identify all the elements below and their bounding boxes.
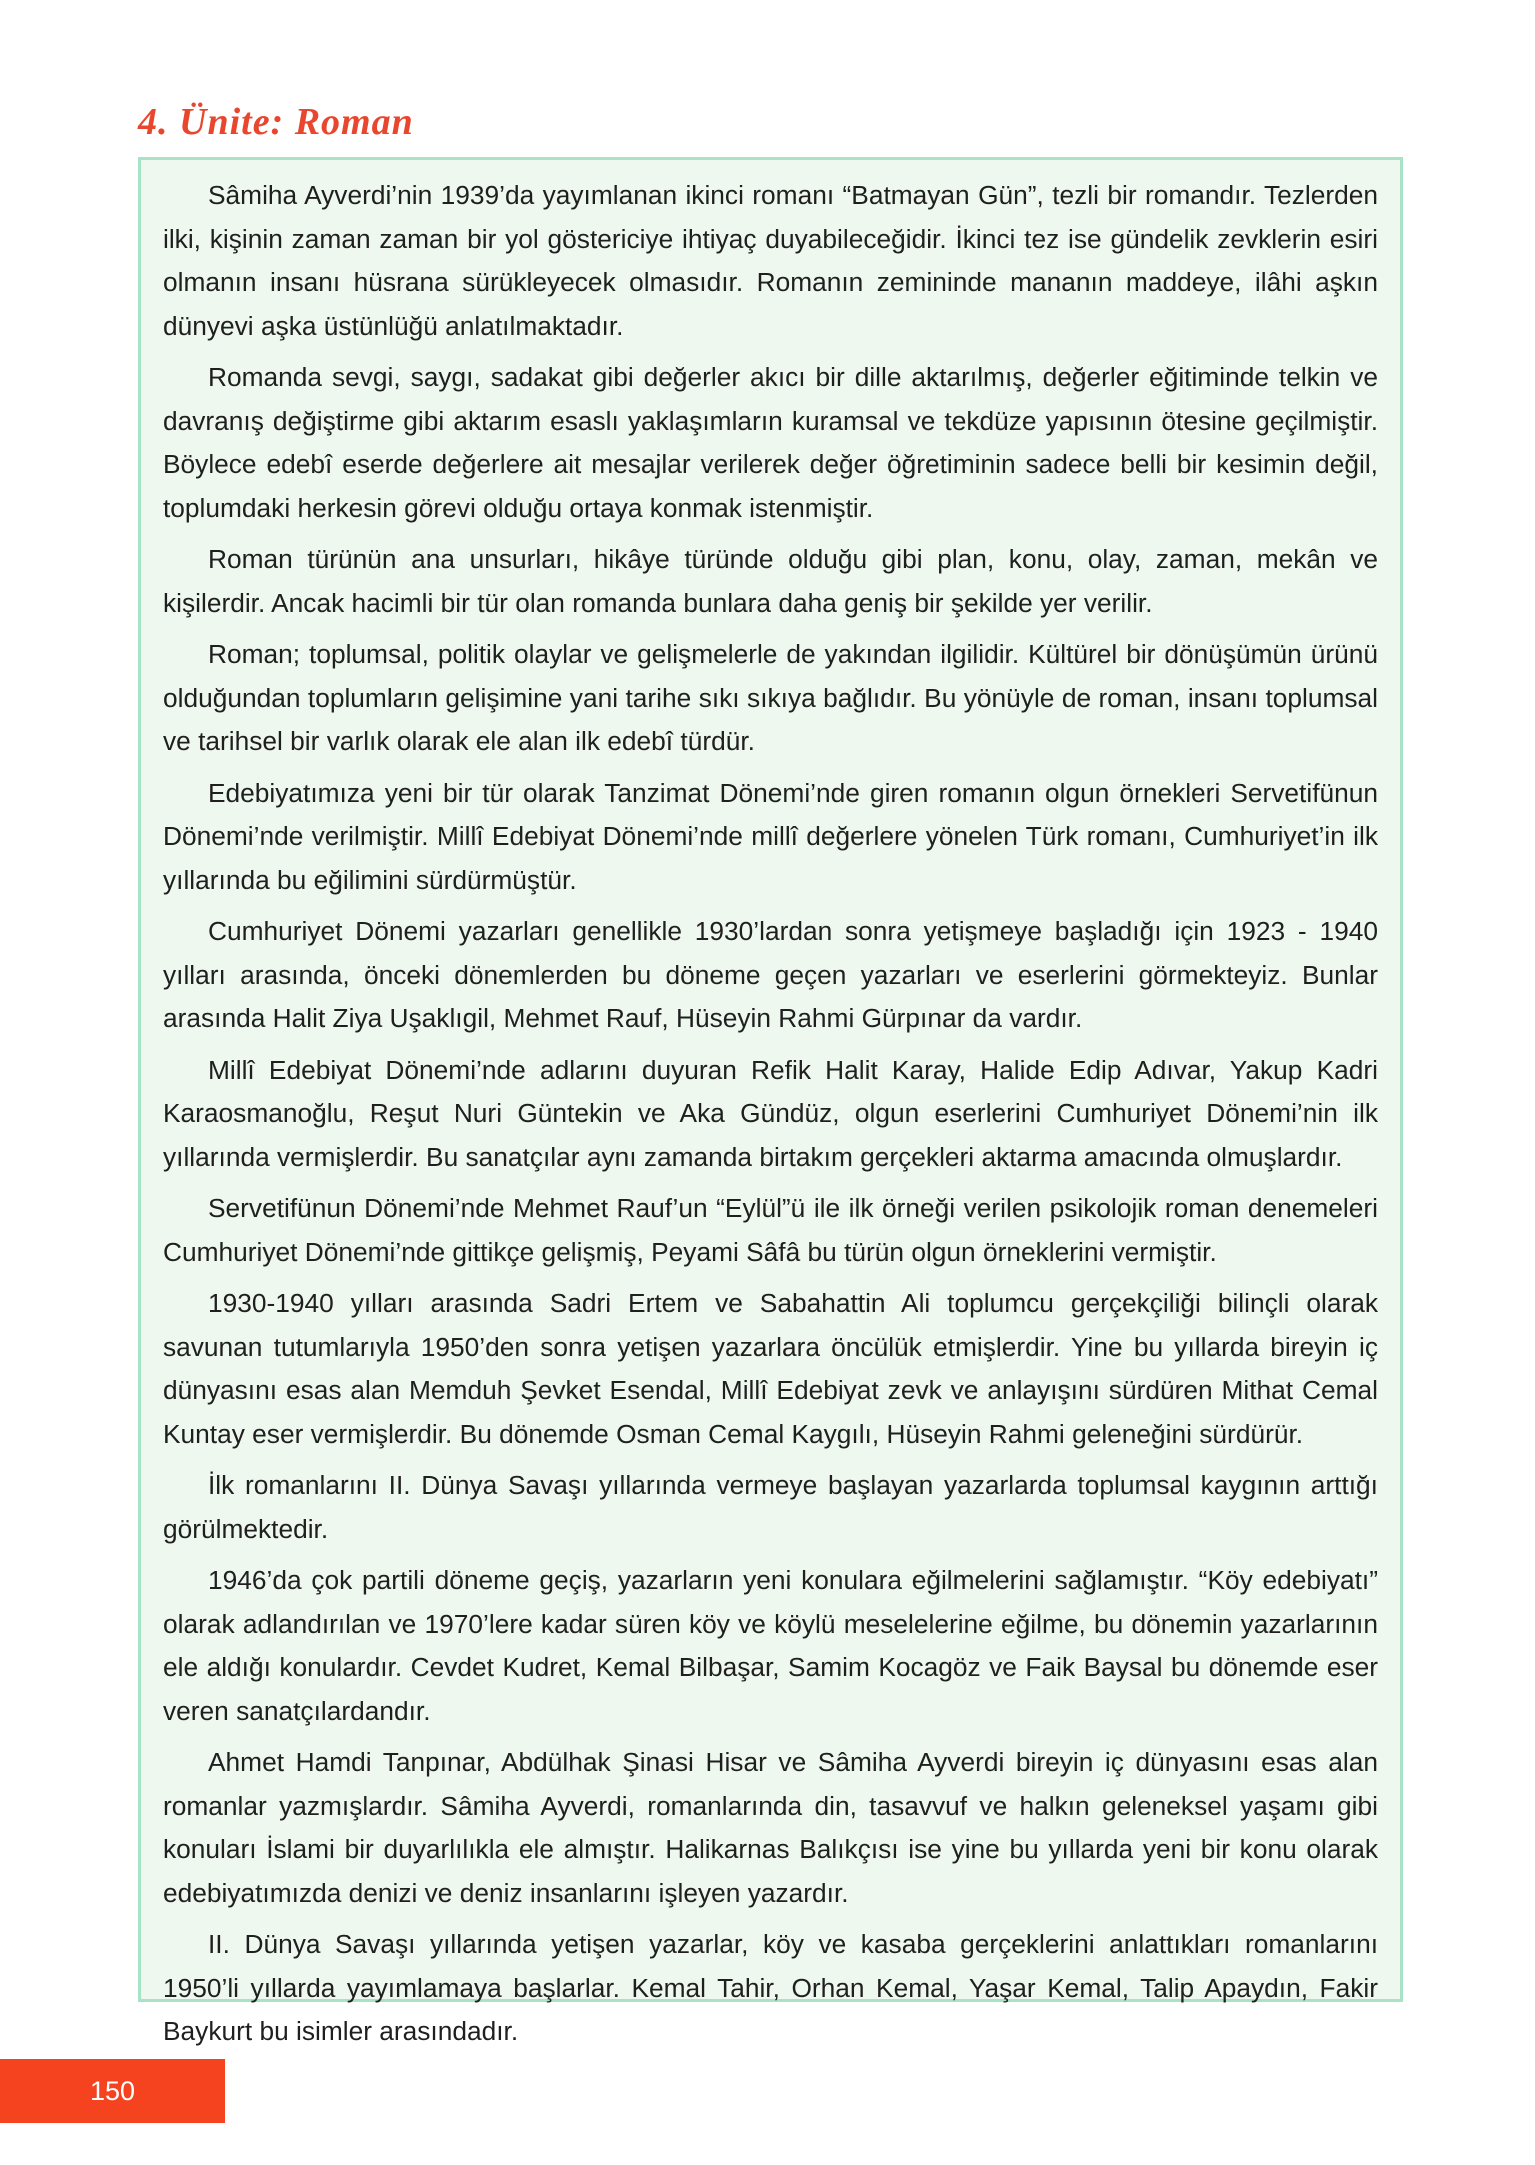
paragraph: Millî Edebiyat Dönemi’nde adlarını duyuran Refik Halit Karay, Halide Edip Adıvar, Yakup Kadri Karaosmanoğlu, Reşut Nuri Güntekin ve Aka Gündüz, olgun eserlerini Cumhuriyet Dönemi’nin ilk yıllarında vermişlerdir. Bu sanatçılar aynı zamanda birtakım gerçekleri aktarma amacında olmuşlardır. bbox=[163, 1054, 1378, 1172]
paragraph: II. Dünya Savaşı yıllarında yetişen yazarlar, köy ve kasaba gerçeklerini anlattıkları romanlarını 1950’li yıllarda yayımlamaya başlarlar. Kemal Tahir, Orhan Kemal, Yaşar Kemal, Talip Apaydın, Fakir Baykurt bu isimler arasındadır. bbox=[163, 1929, 1378, 2046]
paragraph: Romanda sevgi, saygı, sadakat gibi değerler akıcı bir dille aktarılmış, değerler eğitiminde telkin ve davranış değiştirme gibi aktarım esaslı yaklaşımların kuramsal ve tekdüze yapısının ötesine geçilmiştir. Böylece edebî eserde değerlere ait mesajlar verilerek değer öğretiminin sadece belli bir kesimin değil, toplumdaki herkesin görevi olduğu ortaya konmak istenmiştir. bbox=[163, 362, 1378, 523]
paragraph: Ahmet Hamdi Tanpınar, Abdülhak Şinasi Hisar ve Sâmiha Ayverdi bireyin iç dünyasını esas alan romanlar yazmışlardır. Sâmiha Ayverdi, romanlarında din, tasavvuf ve halkın geleneksel yaşamı gibi konuları İslami bir duyarlılıkla ele almıştır. Halikarnas Balıkçısı ise yine bu yıllarda yeni bir konu olarak edebiyatımızda denizi ve deniz insanlarını işleyen yazardır. bbox=[163, 1747, 1378, 1908]
paragraph: Edebiyatımıza yeni bir tür olarak Tanzimat Dönemi’nde giren romanın olgun örnekleri Servetifünun Dönemi’nde verilmiştir. Millî Edebiyat Dönemi’nde millî değerlere yönelen Türk romanı, Cumhuriyet’in ilk yıllarında bu eğilimini sürdürmüştür. bbox=[163, 777, 1378, 895]
paragraph: Servetifünun Dönemi’nde Mehmet Rauf’un “Eylül”ü ile ilk örneği verilen psikolojik roman denemeleri Cumhuriyet Dönemi’nde gittikçe gelişmiş, Peyami Sâfâ bu türün olgun örneklerini vermiştir. bbox=[163, 1193, 1378, 1267]
paragraph: Sâmiha Ayverdi’nin 1939’da yayımlanan ikinci romanı “Batmayan Gün”, tezli bir romandır. Tezlerden ilki, kişinin zaman zaman bir yol göstericiye ihtiyaç duyabileceğidir. İkinci tez ise gündelik zevklerin esiri olmanın insanı hüsrana sürükleyecek olmasıdır. Romanın zemininde mananın maddeye, ilâhi aşkın dünyevi aşka üstünlüğü anlatılmaktadır. bbox=[163, 180, 1378, 341]
unit-title: 4. Ünite: Roman bbox=[138, 101, 414, 143]
page-number: 150 bbox=[0, 2059, 225, 2123]
paragraph: Roman türünün ana unsurları, hikâye türünde olduğu gibi plan, konu, olay, zaman, mekân ve kişilerdir. Ancak hacimli bir tür olan romanda bunlara daha geniş bir şekilde yer verilir. bbox=[163, 544, 1378, 618]
paragraph: 1930-1940 yılları arasında Sadri Ertem ve Sabahattin Ali toplumcu gerçekçiliği bilinçli olarak savunan tutumlarıyla 1950’den sonra yetişen yazarlara öncülük etmişlerdir. Yine bu yıllarda bireyin iç dünyasını esas alan Memduh Şevket Esendal, Millî Edebiyat zevk ve anlayışını sürdüren Mithat Cemal Kuntay eser vermişlerdir. Bu dönemde Osman Cemal Kaygılı, Hüseyin Rahmi geleneğini sürdürür. bbox=[163, 1288, 1378, 1449]
paragraph: Roman; toplumsal, politik olaylar ve gelişmelerle de yakından ilgilidir. Kültürel bir dönüşümün ürünü olduğundan toplumların gelişimine yani tarihe sıkı sıkıya bağlıdır. Bu yönüyle de roman, insanı toplumsal ve tarihsel bir varlık olarak ele alan ilk edebî türdür. bbox=[163, 639, 1378, 756]
content-box bbox=[138, 157, 1403, 2046]
paragraph: İlk romanlarını II. Dünya Savaşı yıllarında vermeye başlayan yazarlarda toplumsal kaygının arttığı görülmektedir. bbox=[163, 1470, 1378, 1544]
paragraph: Cumhuriyet Dönemi yazarları genellikle 1930’lardan sonra yetişmeye başladığı için 1923 - 1940 yılları arasında, önceki dönemlerden bu döneme geçen yazarları ve eserlerini görmekteyiz. Bunlar arasında Halit Ziya Uşaklıgil, Mehmet Rauf, Hüseyin Rahmi Gürpınar da vardır. bbox=[163, 916, 1378, 1033]
paragraph: 1946’da çok partili döneme geçiş, yazarların yeni konulara eğilmelerini sağlamıştır. “Köy edebiyatı” olarak adlandırılan ve 1970’lere kadar süren köy ve köylü meselelerine eğilme, bu dönemin yazarlarının ele aldığı konulardır. Cevdet Kudret, Kemal Bilbaşar, Samim Kocagöz ve Faik Baysal bu dönemde eser veren sanatçılardandır. bbox=[163, 1565, 1378, 1726]
